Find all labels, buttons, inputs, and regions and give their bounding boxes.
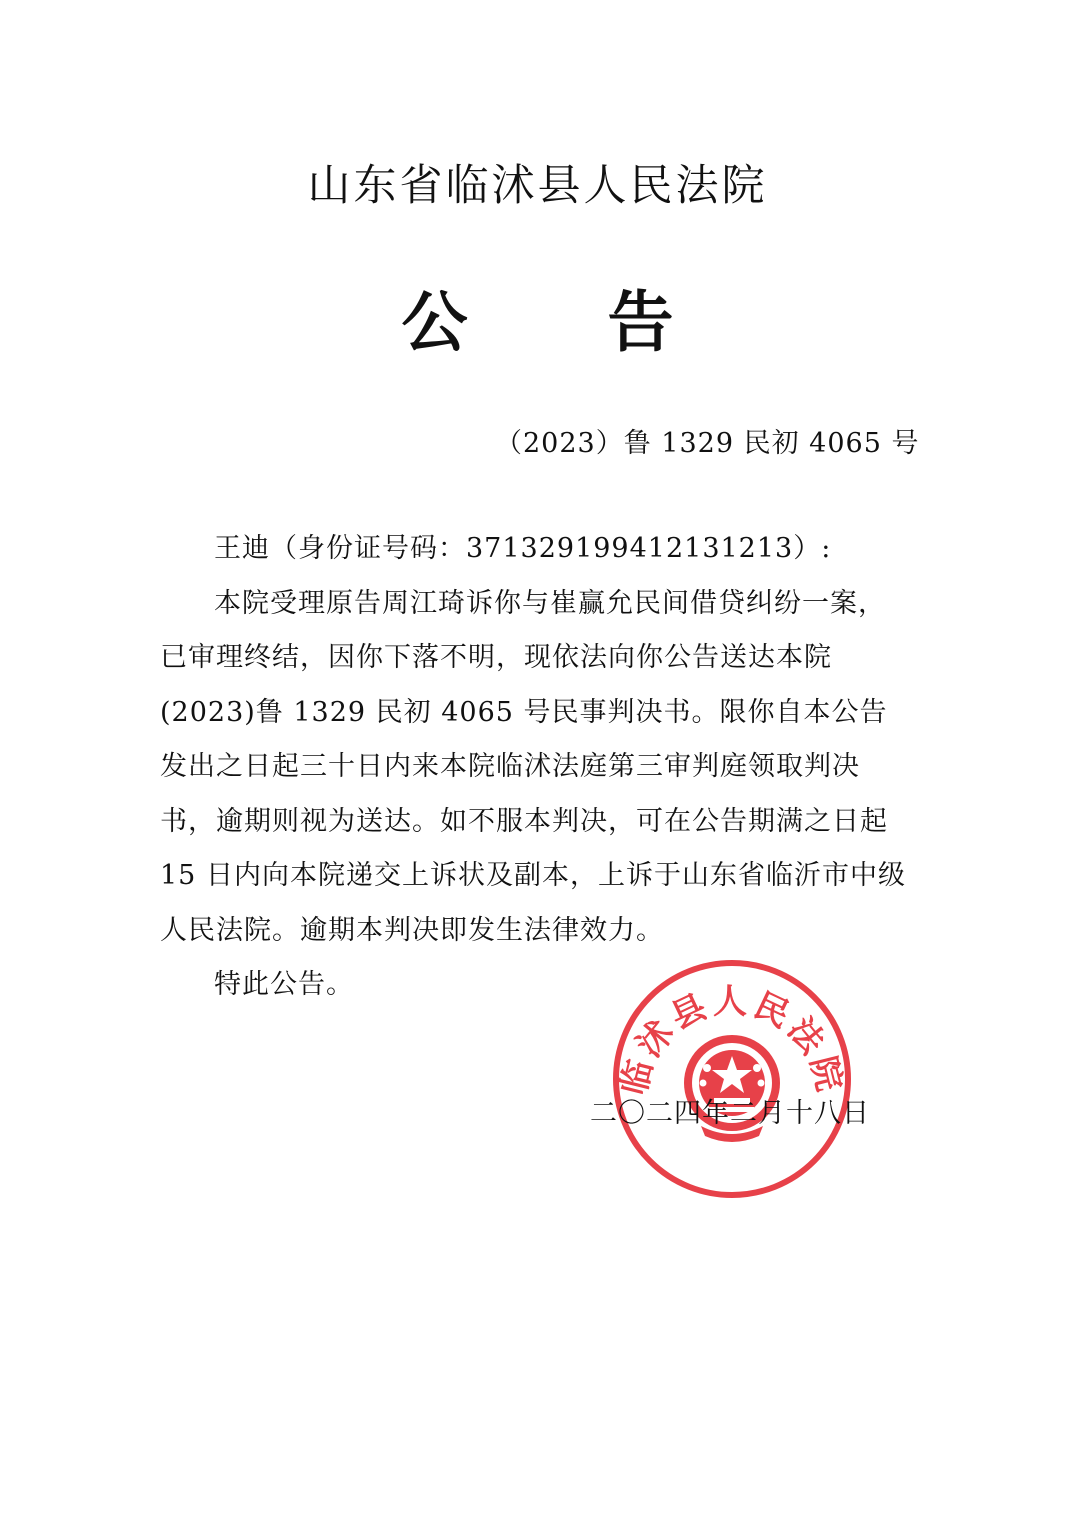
document-title	[0, 282, 1075, 362]
court-seal-stamp	[611, 958, 853, 1200]
title-char-gao: 告	[607, 283, 674, 361]
addressee-line: 王迪（身份证号码：371329199412131213）:	[214, 533, 832, 564]
case-number: （2023）鲁 1329 民初 4065 号	[495, 428, 920, 459]
svg-text:临沭县人民法院: 临沭县人民法院	[613, 982, 851, 1099]
court-name-heading: 山东省临沭县人民法院	[307, 161, 768, 211]
title-char-gong: 公	[401, 283, 468, 361]
main-paragraph: 本院受理原告周江琦诉你与崔赢允民间借贷纠纷一案，已审理终结，因你下落不明，现依法向你公告送达本院(2023)鲁 1329 民初 4065 号民事判决书。限你自本公告发出之日起三十日内来本院临沭法庭第三审判庭领取判决书，逾期则视为送达。如不服本判决，可在公告期满之日起 15 日内向本院递交上诉状及副本，上诉于山东省临沂市中级人民法院。逾期本判决即发生法律效力。	[160, 587, 906, 946]
notice-body	[160, 522, 912, 1013]
issue-date: 二〇二四年二月十八日	[590, 1098, 870, 1129]
closing-line: 特此公告。	[214, 969, 354, 1000]
